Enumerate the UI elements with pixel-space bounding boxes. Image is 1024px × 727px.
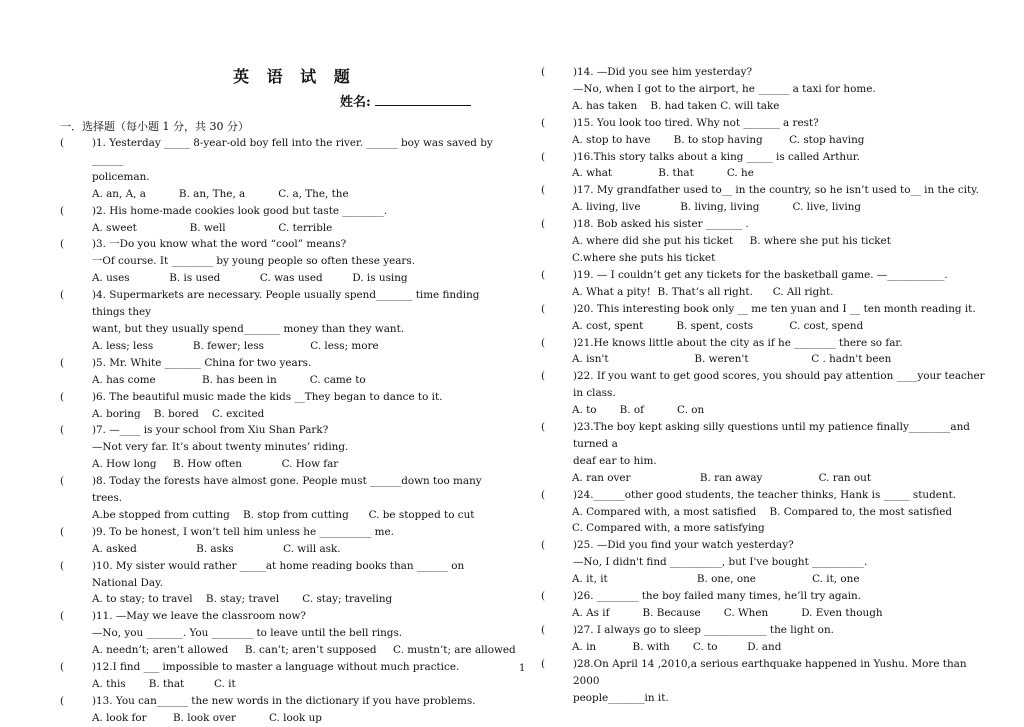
section-heading: 一．选择题（每小题 1 分，共 30 分） xyxy=(60,120,249,133)
question-stem: )20. This interesting book only __ me ten yuan and I __ ten month reading it. xyxy=(573,302,976,315)
answer-paren-left[interactable]: ( xyxy=(60,610,65,623)
question-stem: )27. I always go to sleep ____________ the light on. xyxy=(573,623,834,636)
answer-options: A. an, A, a B. an, The, a C. a, The, the xyxy=(92,187,349,200)
question-stem: )8. Today the forests have almost gone. People must ______down too many trees. xyxy=(92,475,482,505)
answer-paren-left[interactable]: ( xyxy=(541,590,546,603)
answer-options: A. it, it B. one, one C. it, one xyxy=(572,573,860,586)
answer-options: A. living, live B. living, living C. live, living xyxy=(572,201,862,214)
answer-paren-left[interactable]: ( xyxy=(60,475,65,488)
answer-paren-left[interactable]: ( xyxy=(541,116,546,129)
question-stem: )11. —May we leave the classroom now? xyxy=(92,610,306,623)
answer-options: A.be stopped from cutting B. stop from cutting C. be stopped to cut xyxy=(92,508,475,521)
answer-paren-left[interactable]: ( xyxy=(541,66,546,78)
question-item xyxy=(541,216,986,267)
answer-paren-left[interactable]: ( xyxy=(541,488,546,501)
question-stem: )14. —Did you see him yesterday? xyxy=(573,66,753,78)
question-stem: )3. 一Do you know what the word “cool” means? xyxy=(92,238,347,251)
answer-options: A. uses B. is used C. was used D. is using xyxy=(92,272,408,285)
question-item xyxy=(541,267,986,301)
question-item xyxy=(60,203,505,237)
question-item xyxy=(541,182,986,216)
answer-paren-left[interactable]: ( xyxy=(60,137,65,149)
answer-options: A. asked B. asks C. will ask. xyxy=(92,542,341,555)
answer-paren-left[interactable]: ( xyxy=(60,424,65,437)
answer-paren-left[interactable]: ( xyxy=(60,661,65,674)
question-stem: )28.On April 14 ,2010,a serious earthquake happened in Yushu. More than 2000 xyxy=(573,657,967,687)
question-item xyxy=(541,656,986,707)
question-stem: )2. His home-made cookies look good but taste ________. xyxy=(92,204,388,217)
left-question-column xyxy=(60,135,516,727)
answer-options: A. boring B. bored C. excited xyxy=(92,407,265,420)
name-field[interactable] xyxy=(340,91,471,110)
answer-options: A. in B. with C. to D. and xyxy=(572,640,782,653)
answer-options: A. to stay; to travel B. stay; travel C. stay; traveling xyxy=(92,593,393,606)
question-stem: )26. ________ the boy failed many times, he’ll try again. xyxy=(573,590,862,603)
answer-paren-left[interactable]: ( xyxy=(541,539,546,552)
question-item xyxy=(60,236,505,287)
question-continuation: —No, when I got to the airport, he ______ a taxi for home. xyxy=(573,82,876,95)
question-item xyxy=(541,588,986,622)
question-item xyxy=(541,115,986,149)
answer-options: A. less; less B. fewer; less C. less; more xyxy=(92,339,379,352)
question-continuation: want, but they usually spend_______ money than they want. xyxy=(92,322,405,335)
answer-paren-left[interactable]: ( xyxy=(541,657,546,670)
question-item xyxy=(541,419,986,487)
question-item xyxy=(541,149,986,183)
answer-options: A. has taken B. had taken C. will take xyxy=(572,99,780,112)
answer-options-extra: C.where she puts his ticket xyxy=(572,251,716,264)
answer-options: A. isn't B. weren't C . hadn't been xyxy=(572,353,892,366)
question-stem: )10. My sister would rather _____at home reading books than ______ on National Day. xyxy=(92,559,465,589)
question-item xyxy=(60,287,505,355)
question-item xyxy=(60,693,505,727)
question-stem: )6. The beautiful music made the kids __They began to dance to it. xyxy=(92,390,443,403)
question-stem: )13. You can______ the new words in the dictionary if you have problems. xyxy=(92,694,476,707)
question-stem: )16.This story talks about a king _____ is called Arthur. xyxy=(573,150,860,163)
answer-paren-left[interactable]: ( xyxy=(541,421,546,434)
answer-options: A. ran over B. ran away C. ran out xyxy=(572,471,872,484)
answer-paren-left[interactable]: ( xyxy=(60,390,65,403)
question-stem: )4. Supermarkets are necessary. People usually spend_______ time finding things they xyxy=(92,289,480,319)
answer-paren-left[interactable]: ( xyxy=(541,370,546,383)
answer-options: A. sweet B. well C. terrible xyxy=(92,221,333,234)
question-item xyxy=(60,659,505,693)
answer-paren-left[interactable]: ( xyxy=(60,238,65,251)
question-item xyxy=(60,473,505,524)
right-question-column xyxy=(541,64,986,706)
answer-paren-left[interactable]: ( xyxy=(541,268,546,281)
answer-options: A. has come B. has been in C. came to xyxy=(92,373,366,386)
answer-paren-left[interactable]: ( xyxy=(541,302,546,315)
answer-paren-left[interactable]: ( xyxy=(541,336,546,349)
question-continuation: policeman. xyxy=(92,170,150,183)
question-item xyxy=(60,389,505,423)
answer-options: A. What a pity! B. That’s all right. C. All right. xyxy=(572,285,834,298)
question-item xyxy=(60,558,505,609)
answer-paren-left[interactable]: ( xyxy=(60,356,65,369)
answer-options: A. look for B. look over C. look up xyxy=(92,711,322,724)
question-item xyxy=(541,537,986,588)
answer-options: A. As if B. Because C. When D. Even though xyxy=(572,607,883,619)
answer-options: A. How long B. How often C. How far xyxy=(92,458,339,471)
answer-paren-left[interactable]: ( xyxy=(60,204,65,217)
answer-paren-left[interactable]: ( xyxy=(541,150,546,163)
question-continuation: —No, I didn't find __________, but I've bought __________. xyxy=(573,556,868,569)
question-continuation: 一Of course. It ________ by young people so often these years. xyxy=(92,255,416,268)
answer-options: A. to B. of C. on xyxy=(572,404,705,417)
question-item xyxy=(541,622,986,656)
answer-paren-left[interactable]: ( xyxy=(60,289,65,302)
question-stem: )18. Bob asked his sister _______ . xyxy=(573,218,749,231)
answer-paren-left[interactable]: ( xyxy=(541,218,546,231)
question-stem: )25. —Did you find your watch yesterday? xyxy=(573,539,794,552)
question-continuation: deaf ear to him. xyxy=(573,454,657,467)
question-stem: )5. Mr. White _______ China for two years. xyxy=(92,356,312,369)
question-stem: )12.I find ___ impossible to master a language without much practice. xyxy=(92,661,460,674)
question-continuation: —No, you _______. You ________ to leave until the bell rings. xyxy=(92,627,403,640)
name-label: 姓名: xyxy=(340,95,371,110)
question-item xyxy=(541,301,986,335)
question-continuation: people_______in it. xyxy=(573,691,669,704)
answer-options-extra: C. Compared with, a more satisfying xyxy=(572,522,765,535)
question-item xyxy=(60,422,505,473)
name-blank-line[interactable] xyxy=(375,93,471,106)
question-item xyxy=(60,135,505,203)
answer-options: A. where did she put his ticket B. where she put his ticket xyxy=(572,235,891,248)
question-stem: )9. To be honest, I won’t tell him unless he __________ me. xyxy=(92,525,394,538)
answer-paren-left[interactable]: ( xyxy=(541,184,546,197)
question-item xyxy=(541,335,986,369)
question-stem: )17. My grandfather used to__ in the country, so he isn’t used to__ in the city. xyxy=(573,184,979,197)
question-stem: )21.He knows little about the city as if he ________ there so far. xyxy=(573,336,903,349)
answer-paren-left[interactable]: ( xyxy=(60,694,65,707)
question-stem: )19. — I couldn’t get any tickets for the basketball game. —___________. xyxy=(573,268,948,281)
question-item xyxy=(541,487,986,538)
question-item xyxy=(541,368,986,419)
answer-options: A. needn’t; aren’t allowed B. can’t; aren’t supposed C. mustn’t; are allowed xyxy=(92,644,516,657)
question-item xyxy=(541,64,986,115)
page-title: 英 语 试 题 xyxy=(233,67,356,86)
answer-options: A. cost, spent B. spent, costs C. cost, spend xyxy=(572,319,864,332)
question-item xyxy=(60,355,505,389)
question-stem: )7. —____ is your school from Xiu Shan Park? xyxy=(92,424,329,437)
question-stem: )24.______other good students, the teacher thinks, Hank is _____ student. xyxy=(573,488,957,501)
answer-options: A. stop to have B. to stop having C. stop having xyxy=(572,133,865,146)
question-continuation: —Not very far. It’s about twenty minutes’ riding. xyxy=(92,441,349,454)
page-number: 1 xyxy=(519,663,526,674)
question-stem: )23.The boy kept asking silly questions until my patience finally________and turned a xyxy=(573,421,970,450)
answer-options: A. Compared with, a most satisfied B. Compared to, the most satisfied xyxy=(572,505,953,518)
answer-paren-left[interactable]: ( xyxy=(60,525,65,538)
answer-paren-left[interactable]: ( xyxy=(60,559,65,572)
question-stem: )1. Yesterday _____ 8-year-old boy fell into the river. ______ boy was saved by ______ xyxy=(92,137,493,166)
question-item xyxy=(60,608,516,659)
question-stem: )15. You look too tired. Why not _______ a rest? xyxy=(573,116,819,129)
question-item xyxy=(60,524,505,558)
question-stem: )22. If you want to get good scores, you should pay attention ____your teacher in class. xyxy=(573,370,985,400)
answer-options: A. what B. that C. he xyxy=(572,167,754,180)
answer-options: A. this B. that C. it xyxy=(92,678,236,690)
answer-paren-left[interactable]: ( xyxy=(541,623,546,636)
